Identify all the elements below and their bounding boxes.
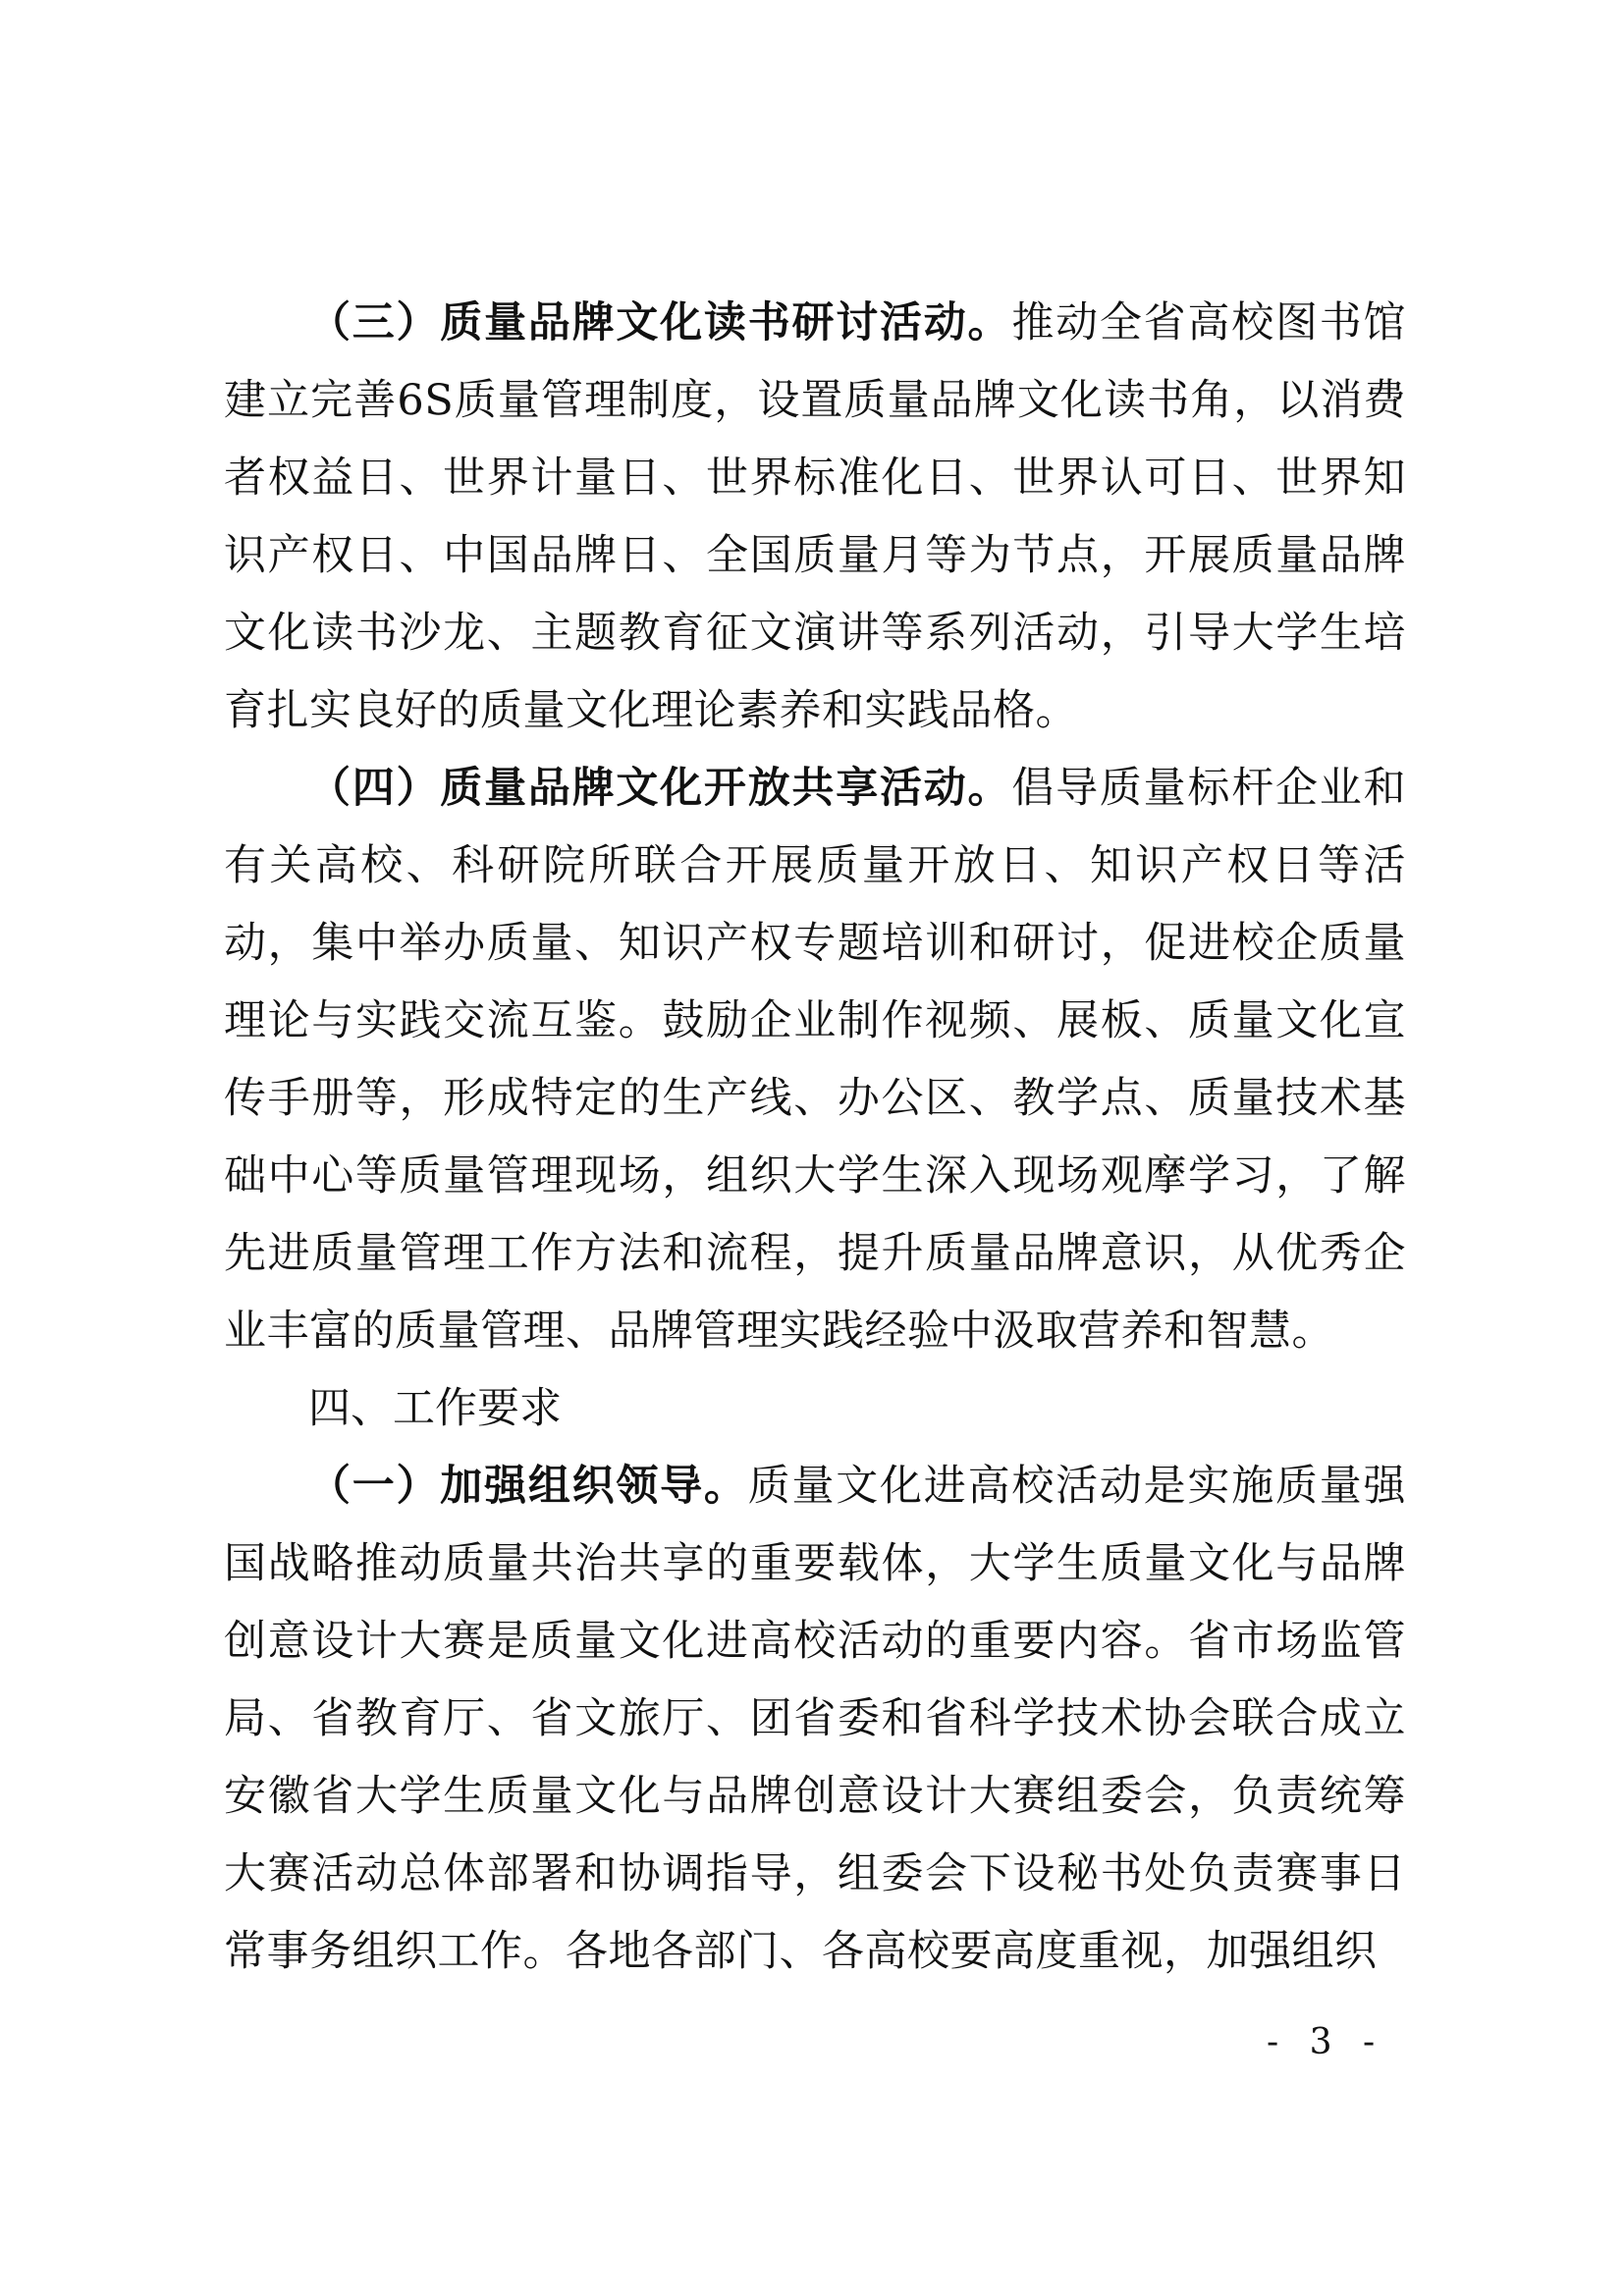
paragraph-body: 推动全省高校图书馆建立完善6S质量管理制度，设置质量品牌文化读书角，以消费者权益日、世界计量日、世界标准化日、世界认可日、世界知识产权日、中国品牌日、全国质量月等为节点，开展质量品牌文化读书沙龙、主题教育征文演讲等系列活动，引导大学生培育扎实良好的质量文化理论素养和实践品格。 xyxy=(224,298,1407,735)
section-title: 四、工作要求 xyxy=(308,1384,562,1433)
paragraph-open-sharing-activity xyxy=(224,750,1406,1370)
paragraph-heading: （一）加强组织领导。 xyxy=(308,1462,748,1511)
paragraph-organization-leadership xyxy=(224,1448,1406,1991)
paragraph-reading-activity xyxy=(224,285,1406,750)
page-number: - 3 - xyxy=(1267,2022,1385,2062)
document-body xyxy=(224,285,1406,1991)
paragraph-heading: （三）质量品牌文化读书研讨活动。 xyxy=(308,298,1012,347)
paragraph-heading: （四）质量品牌文化开放共享活动。 xyxy=(308,764,1012,813)
paragraph-body: 倡导质量标杆企业和有关高校、科研院所联合开展质量开放日、知识产权日等活动，集中举办质量、知识产权专题培训和研讨，促进校企质量理论与实践交流互鉴。鼓励企业制作视频、展板、质量文化宣传手册等，形成特定的生产线、办公区、教学点、质量技术基础中心等质量管理现场，组织大学生深入现场观摩学习，了解先进质量管理工作方法和流程，提升质量品牌意识，从优秀企业丰富的质量管理、品牌管理实践经验中汲取营养和智慧。 xyxy=(224,764,1407,1356)
paragraph-body: 质量文化进高校活动是实施质量强国战略推动质量共治共享的重要载体，大学生质量文化与品牌创意设计大赛是质量文化进高校活动的重要内容。省市场监管局、省教育厅、省文旅厅、团省委和省科学技术协会联合成立安徽省大学生质量文化与品牌创意设计大赛组委会，负责统筹大赛活动总体部署和协调指导，组委会下设秘书处负责赛事日常事务组织工作。各地各部门、各高校要高度重视，加强组织 xyxy=(224,1462,1407,1976)
